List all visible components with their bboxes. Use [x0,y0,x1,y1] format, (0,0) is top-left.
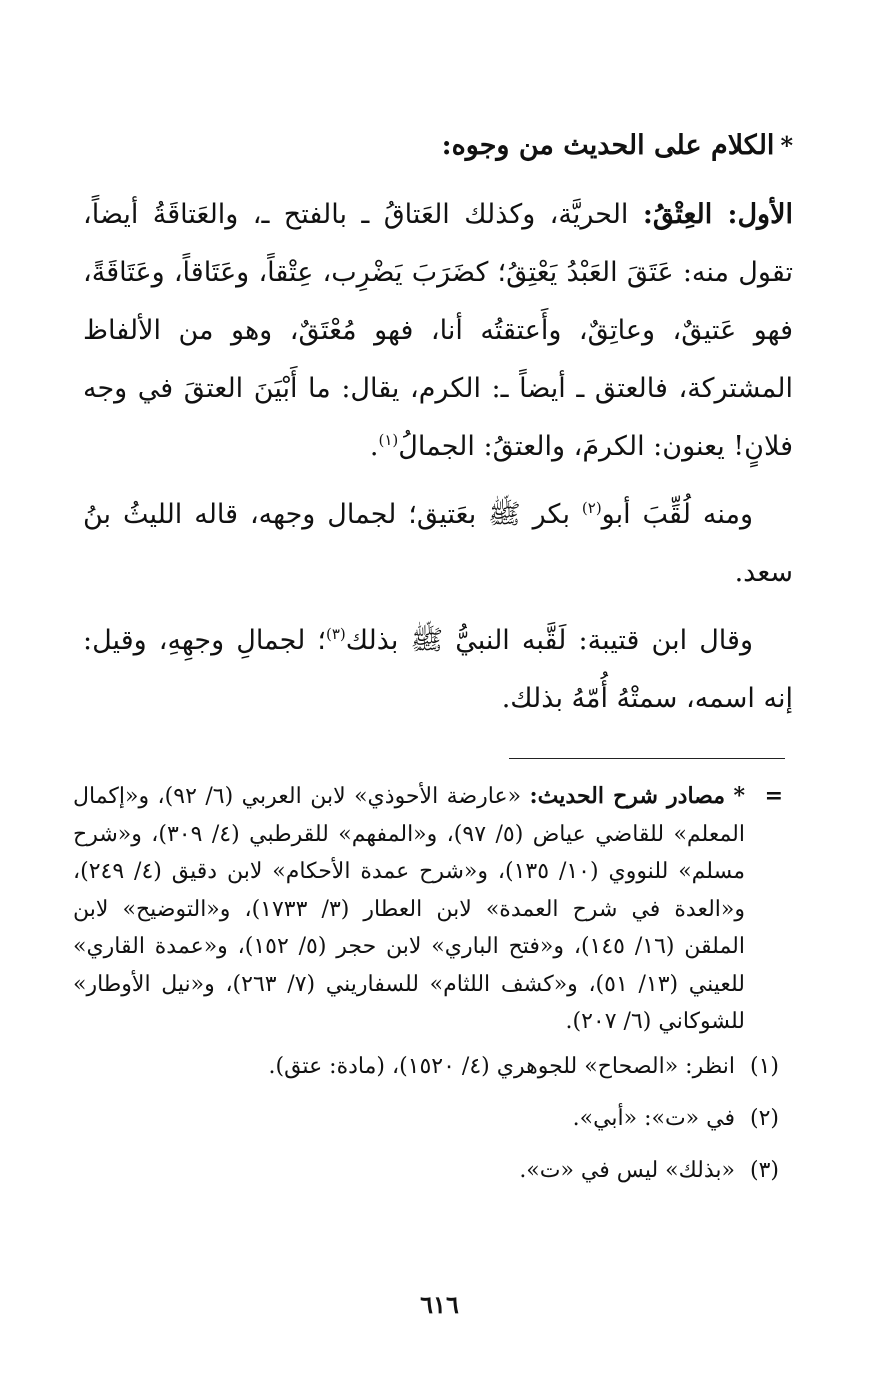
footnote-1 [73,1045,783,1089]
asterisk-icon: * [780,131,793,160]
sources-note [73,778,783,1041]
footnote-3-number: (٣) [749,1157,779,1183]
continuation-mark: = [764,783,783,809]
sources-text: «عارضة الأحوذي» لابن العربي (٦/ ٩٢)، و«إكمال المعلم» للقاضي عياض (٥/ ٩٧)، و«المفهم» للقرطبي (٤/ ٣٠٩)، و«شرح مسلم» للنووي (١٠/ ١٣٥)، و«شرح عمدة الأحكام» لابن دقيق (٤/ ٢٤٩)، و«العدة في شرح العمدة» لابن العطار (٣/ ١٧٣٣)، و«التوضيح» لابن الملقن (١٦/ ١٤٥)، و«فتح الباري» لابن حجر (٥/ ١٥٢)، و«عمدة القاري» للعيني (١٣/ ٥١)، و«كشف اللثام» للسفاريني (٧/ ٢٦٣)، و«نيل الأوطار» للشوكاني (٦/ ٢٠٧). [73,784,746,1034]
footnote-separator [509,758,785,759]
footnote-1-text: انظر: «الصحاح» للجوهري (٤/ ١٥٢٠)، (مادة: عتق). [268,1053,735,1079]
paragraph-1-end: . [369,431,379,462]
footnote-2 [73,1097,783,1141]
footnote-1-number: (١) [749,1053,779,1079]
sources-label: مصادر شرح الحديث: [529,783,726,809]
paragraph-1 [83,186,793,476]
footnote-ref-1: (١) [378,431,399,449]
footnote-ref-2: (٢) [581,499,602,517]
paragraph-3-text-b: ؛ لجمالِ وجهِهِ، وقيل: إنه اسمه، سمتْهُ أُمّهُ بذلك. [83,625,793,714]
footnote-ref-3: (٣) [326,625,346,643]
paragraph-3 [83,612,793,728]
heading-text: الكلام على الحديث من وجوه: [441,130,775,161]
footnote-3-text: «بذلك» ليس في «ت». [519,1157,735,1183]
footnote-2-number: (٢) [749,1105,779,1131]
paragraph-1-lead: الأول: العِتْقُ: [642,199,793,230]
paragraph-2-text-b: بكر ﷺ بعَتيق؛ لجمال وجهه، قاله الليثُ بنُ سعد. [83,499,793,588]
main-text [83,186,793,738]
paragraph-2-text-a: ومنه لُقِّبَ أبو [601,499,753,530]
sources-marker: * [733,783,746,809]
paragraph-2 [83,486,793,602]
section-heading [93,124,793,168]
page-number: ٦١٦ [420,1290,459,1319]
footnotes [73,778,783,1201]
footnote-2-text: في «ت»: «أبي». [572,1105,735,1131]
paragraph-3-text-a: وقال ابن قتيبة: لَقَّبه النبيُّ ﷺ بذلك [345,625,753,656]
paragraph-1-text: الحريَّة، وكذلك العَتاقُ ـ بالفتح ـ، والعَتاقَةُ أيضاً، تقول منه: عَتَقَ العَبْدُ يَعْتِقُ؛ كضَرَبَ يَضْرِب، عِتْقاً، وعَتَاقاً، وعَتَاقَةً، فهو عَتيقٌ، وعاتِقٌ، وأَعتقتُه أنا، فهو مُعْتَقٌ، وهو من الألفاظ المشتركة، فالعتق ـ أيضاً ـ: الكرم، يقال: ما أَبْيَنَ العتقَ في وجه فلانٍ! يعنون: الكرمَ، والعتقُ: الجمالُ [83,199,793,462]
footnote-3 [73,1149,783,1193]
